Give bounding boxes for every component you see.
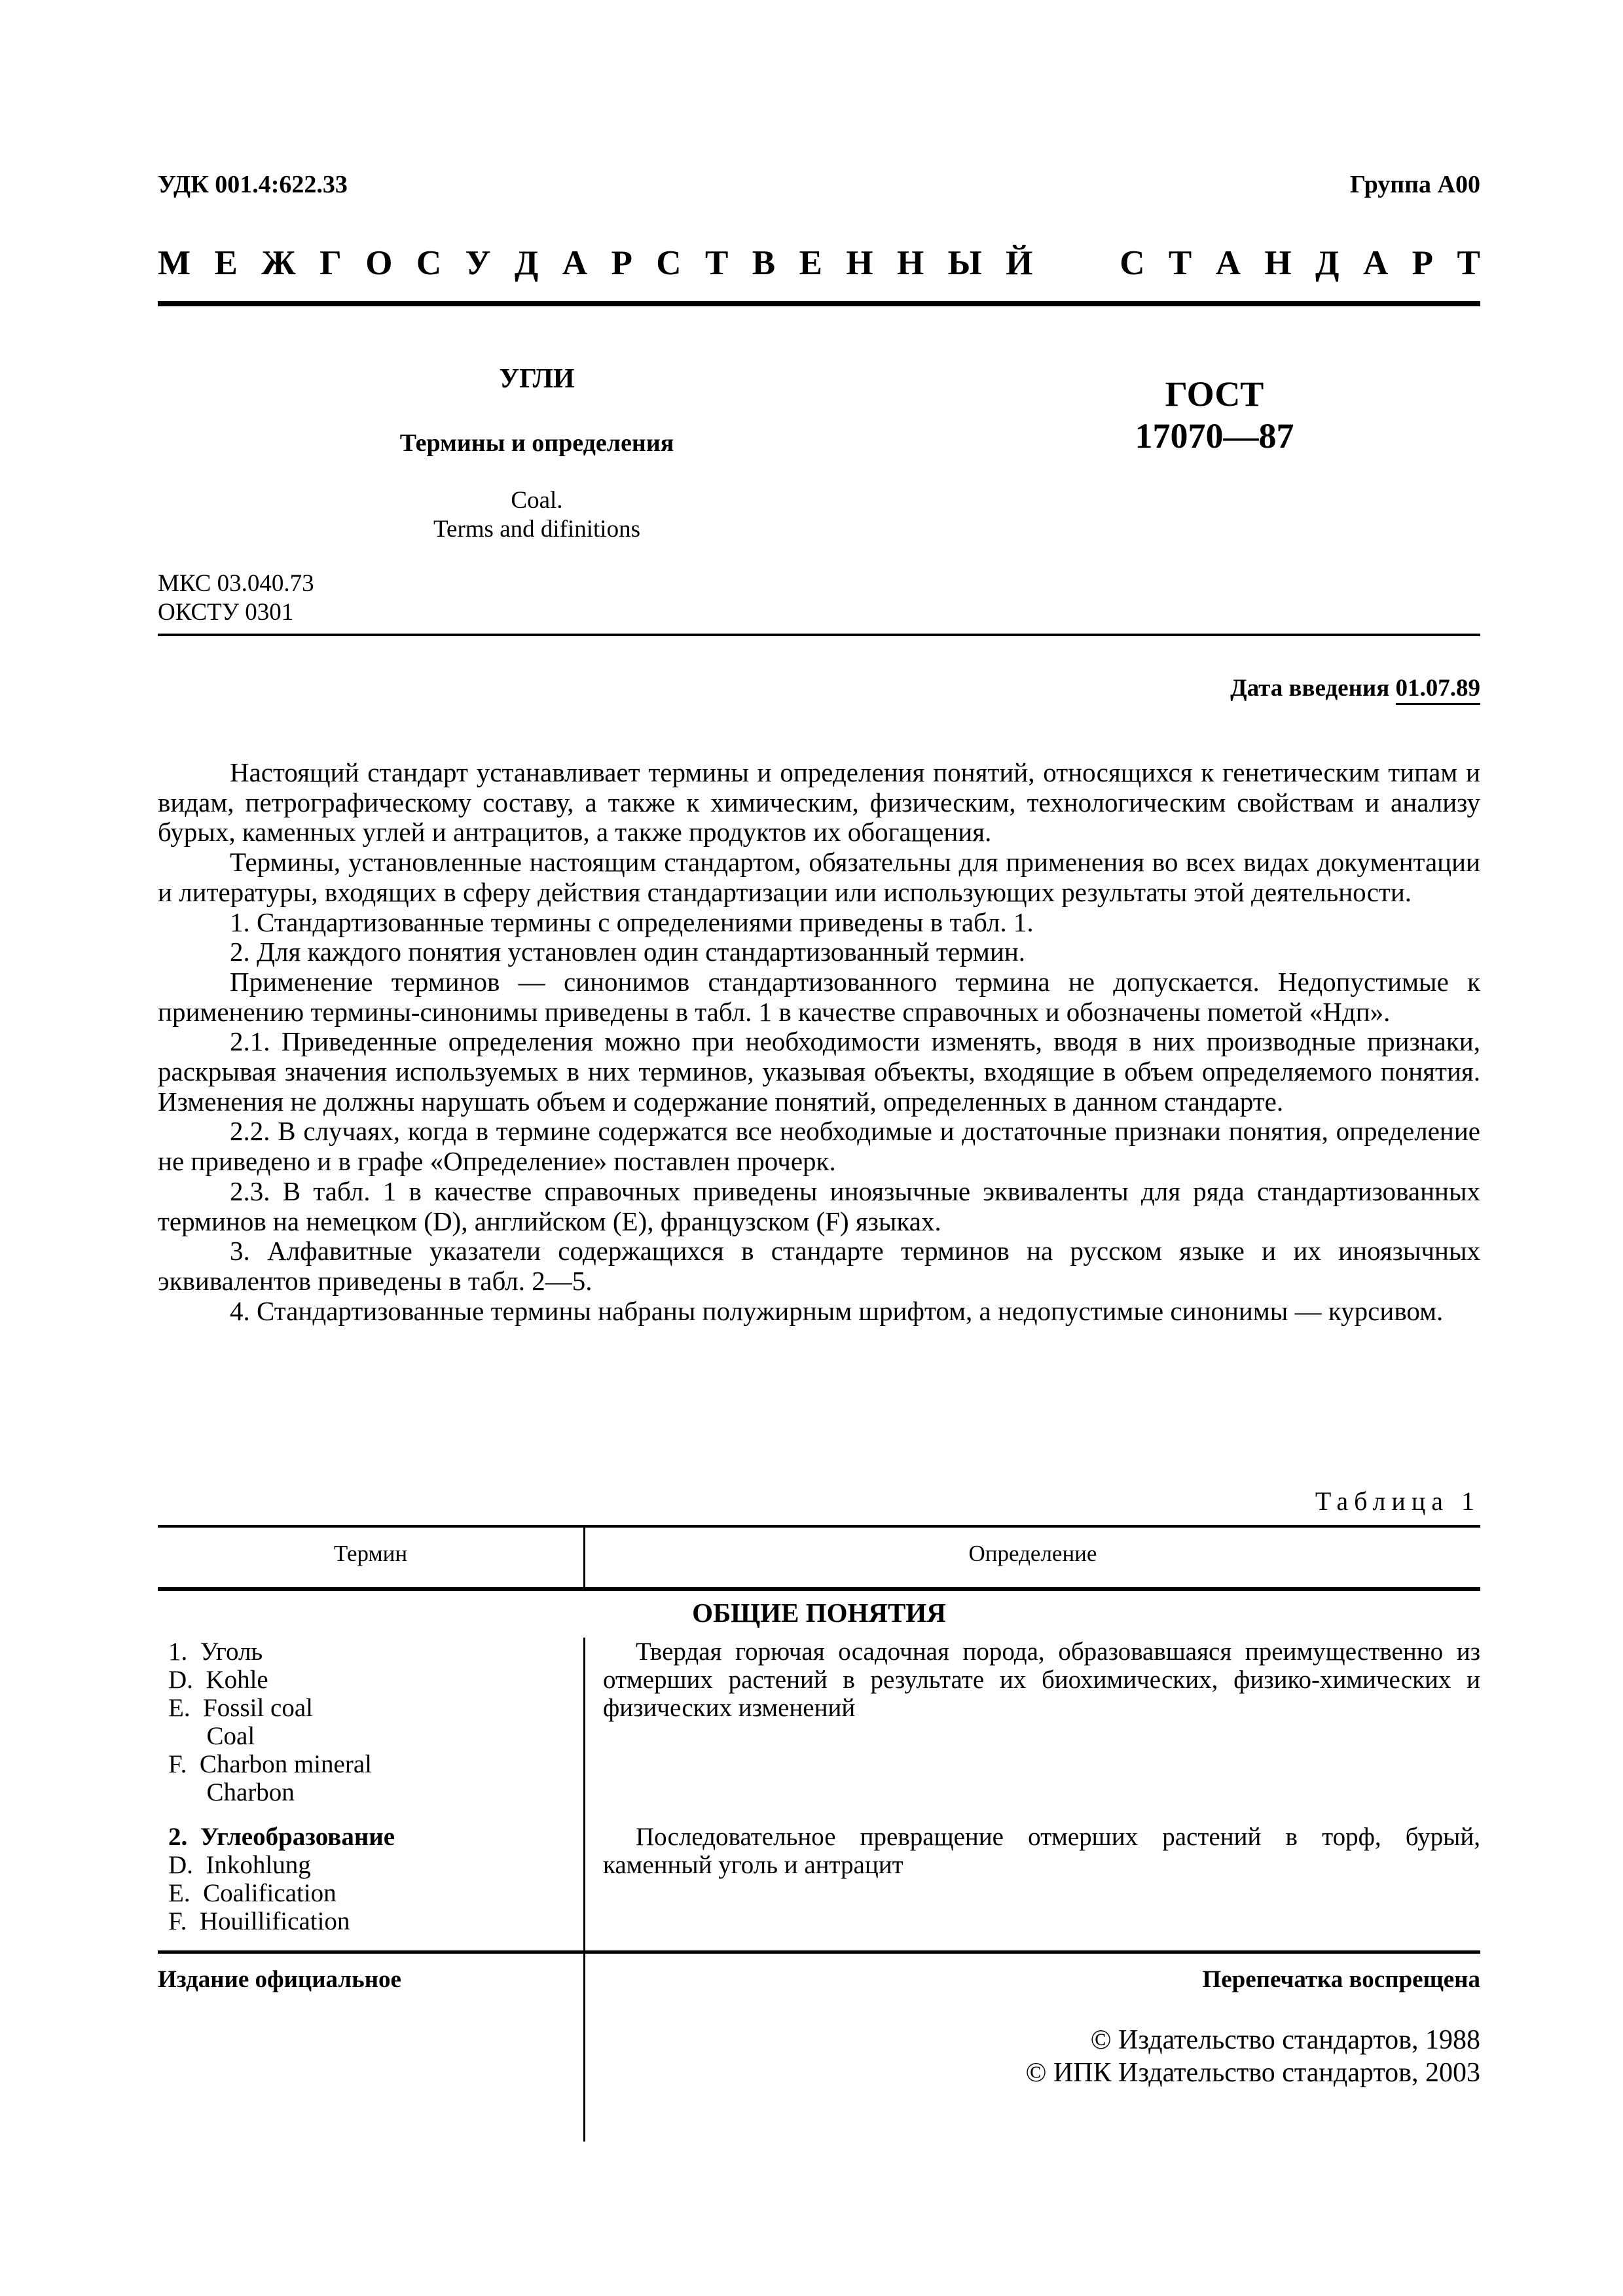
table-row-term <box>168 1823 395 1935</box>
effective-date <box>1230 674 1480 702</box>
banner-letter: О <box>365 244 393 282</box>
term-line: F. Houillification <box>168 1907 350 1935</box>
gost-number <box>1093 373 1336 457</box>
banner-letter: С <box>416 244 442 282</box>
banner-letter: Н <box>897 244 924 282</box>
paragraph: Настоящий стандарт устанавливает термины и определения понятий, относящихся к генетическим типам и видам, петрографическому составу, а также к химическим, физическим, технологическим свойствам и анализу бурых, каменных углей и антрацитов, а также продуктов их обогащения. <box>158 757 1480 848</box>
table-top-rule <box>158 1525 1480 1528</box>
banner-letter: Т <box>1457 244 1480 282</box>
banner-letter: М <box>158 244 191 282</box>
banner-letter: Р <box>1412 244 1434 282</box>
gost-label: ГОСТ <box>1165 374 1264 414</box>
banner-letter: С <box>1120 244 1145 282</box>
term-line: 2. Углеобразование <box>168 1823 395 1851</box>
document-title: УГЛИ <box>499 364 575 394</box>
okstu-code: ОКСТУ 0301 <box>158 599 294 626</box>
term-line: E. Fossil coal <box>168 1694 313 1722</box>
english-title-line: Coal. <box>511 487 563 514</box>
term-line: F. Charbon mineral <box>168 1750 372 1778</box>
date-label: Дата введения <box>1230 675 1390 702</box>
paragraph: Термины, установленные настоящим стандартом, обязательны для применения во всех видах документации и литературы, входящих в сферу действия стандартизации или использующих результаты этой деятельности. <box>158 847 1480 907</box>
group-code: Группа А00 <box>1349 171 1480 198</box>
classification-codes <box>158 569 314 627</box>
banner-letter: А <box>562 244 588 282</box>
table-caption: Таблица 1 <box>1315 1486 1480 1516</box>
banner-letter: Т <box>705 244 729 282</box>
copyright-block <box>1025 2024 1480 2089</box>
term-line: Coal <box>168 1722 255 1750</box>
banner-letter: Д <box>1315 244 1340 282</box>
banner-letter: Е <box>214 244 238 282</box>
banner-letter: Р <box>611 244 632 282</box>
term-line: 1. Уголь <box>168 1638 263 1666</box>
paragraph: 1. Стандартизованные термины с определениями приведены в табл. 1. <box>230 906 1034 937</box>
table-row-term <box>168 1638 372 1806</box>
reprint-prohibited: Перепечатка воспрещена <box>1202 1966 1480 1993</box>
banner-letter: В <box>752 244 776 282</box>
banner-letter: Й <box>1006 244 1033 282</box>
copyright-line: © Издательство стандартов, 1988 <box>1090 2025 1480 2055</box>
footer-rule <box>158 1950 1480 1954</box>
date-value: 01.07.89 <box>1396 675 1481 705</box>
column-header-definition: Определение <box>968 1541 1097 1566</box>
introduction-text <box>158 758 1480 1326</box>
definition-text: Твердая горючая осадочная порода, образовавшаяся преимущественно из отмерших растений в результате их биохимических, физико-химических и физических изменений <box>603 1638 1480 1722</box>
banner-letter: Ж <box>261 244 296 282</box>
column-header-term: Термин <box>333 1541 408 1566</box>
banner-letter: Д <box>514 244 539 282</box>
banner-letter: А <box>1362 244 1389 282</box>
table-header-rule <box>158 1587 1480 1591</box>
banner-letter: Г <box>319 244 342 282</box>
english-title <box>308 486 766 544</box>
standard-banner <box>158 243 1480 283</box>
table-row-definition <box>603 1638 1480 1722</box>
banner-spacer <box>1057 243 1096 283</box>
paragraph: 4. Стандартизованные термины набраны полужирным шрифтом, а недопустимые синонимы — курсивом. <box>230 1295 1444 1326</box>
banner-letter: Н <box>846 244 873 282</box>
term-line: Charbon <box>168 1778 295 1806</box>
document-subtitle: Термины и определения <box>399 429 674 457</box>
paragraph: 3. Алфавитные указатели содержащихся в стандарте терминов на русском языке и их иноязычных эквивалентов приведены в табл. 2—5. <box>158 1236 1480 1296</box>
gost-code: 17070—87 <box>1135 416 1294 456</box>
udk-code: УДК 001.4:622.33 <box>158 171 348 198</box>
section-heading: ОБЩИЕ ПОНЯТИЯ <box>692 1598 946 1628</box>
mks-code: МКС 03.040.73 <box>158 570 314 597</box>
definition-text: Последовательное превращение отмерших растений в торф, бурый, каменный уголь и антрацит <box>603 1823 1480 1879</box>
banner-letter: Е <box>799 244 822 282</box>
english-title-line: Terms and difinitions <box>433 516 640 543</box>
term-line: E. Coalification <box>168 1879 337 1907</box>
banner-letter: Т <box>1168 244 1192 282</box>
table-row-definition <box>603 1823 1480 1879</box>
header-rule <box>158 301 1480 306</box>
table-column-divider <box>583 1638 585 2142</box>
codes-rule <box>158 634 1480 636</box>
banner-letter: А <box>1215 244 1241 282</box>
paragraph: Применение терминов — синонимов стандартизованного термина не допускается. Недопустимые к применению термины-синонимы приведены в табл. 1 в качестве справочных и обозначены пометой «Ндп». <box>158 966 1480 1027</box>
title-block <box>308 363 766 544</box>
paragraph: 2.3. В табл. 1 в качестве справочных приведены иноязычные эквиваленты для ряда стандартизованных терминов на немецком (D), английском (E), французском (F) языках. <box>158 1175 1480 1236</box>
banner-letter: У <box>465 244 491 282</box>
official-edition: Издание официальное <box>158 1966 401 1993</box>
term-line: D. Kohle <box>168 1666 268 1694</box>
term-line: D. Inkohlung <box>168 1851 311 1879</box>
copyright-line: © ИПК Издательство стандартов, 2003 <box>1025 2058 1480 2088</box>
paragraph: 2. Для каждого понятия установлен один стандартизованный термин. <box>230 937 1026 967</box>
banner-letter: Н <box>1264 244 1292 282</box>
paragraph: 2.1. Приведенные определения можно при необходимости изменять, вводя в них производные признаки, раскрывая значения используемых в них терминов, указывая объекты, входящие в объем определяемого понятия. Изменения не должны нарушать объем и содержание понятий, определенных в данном стандарте. <box>158 1026 1480 1117</box>
banner-letter: С <box>656 244 682 282</box>
paragraph: 2.2. В случаях, когда в термине содержатся все необходимые и достаточные признаки понятия, определение не приведено и в графе «Определение» поставлен прочерк. <box>158 1116 1480 1177</box>
banner-letter: Ы <box>947 244 982 282</box>
